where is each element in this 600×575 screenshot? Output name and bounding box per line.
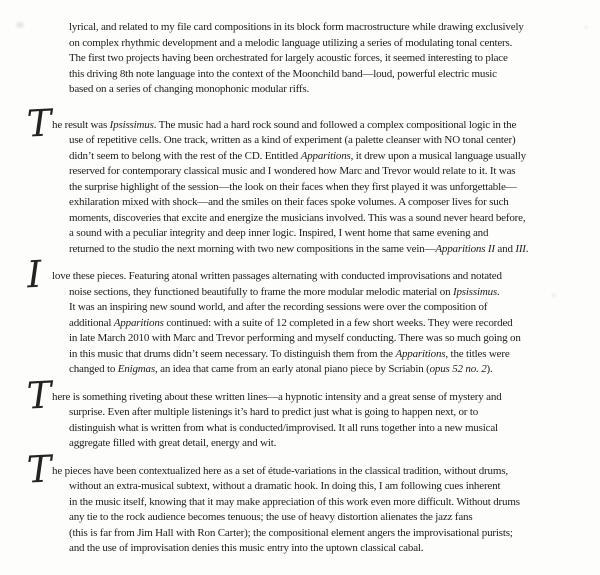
- italic-text-run: Apparitions II: [435, 242, 495, 255]
- text-run: exhilaration mixed with shock—and the smiles on their faces spoke volumes. A composer lives for such: [69, 196, 509, 208]
- text-line: [69, 405, 551, 421]
- text-line: [69, 51, 551, 67]
- text-line: [69, 195, 551, 211]
- text-run: he pieces have been contextualized here as a set of étude-variations in the classical tradition, without drums,: [52, 464, 508, 477]
- text-run: a sound with a peculiar integrity and deep inner logic. Inspired, I went home that same evening and: [69, 227, 489, 239]
- text-run: in the music itself, knowing that it may make appreciation of this work even more difficult. Without drums: [69, 495, 520, 508]
- text-line: [69, 67, 551, 83]
- drop-cap: T: [25, 446, 53, 492]
- text-line: [69, 211, 551, 227]
- drop-cap: T: [25, 100, 53, 146]
- text-run: in late March 2010 with Marc and Trevor performing and myself conducting. There was so much going on: [69, 332, 521, 344]
- text-line: [69, 541, 551, 557]
- drop-cap: T: [25, 372, 53, 418]
- text-run: lyrical, and related to my file card compositions in its block form macrostructure while drawing exclusively: [69, 21, 524, 33]
- text-run: The first two projects having been orchestrated for largely acoustic forces, it seemed interesting to place: [69, 52, 508, 64]
- text-line: [69, 331, 551, 347]
- italic-text-run: Ipsissimus: [109, 118, 154, 131]
- text-run: use of repetitive cells. One track, written as a kind of experiment (a palette cleanser with NO tonal center): [69, 134, 516, 146]
- italic-text-run: Apparitions: [300, 149, 351, 162]
- text-line: [69, 164, 551, 180]
- text-line: [69, 316, 551, 332]
- text-line: [69, 436, 551, 452]
- text-run: changed to: [69, 363, 118, 375]
- text-line: [52, 118, 551, 134]
- paragraph-1: [69, 20, 551, 98]
- text-line: [69, 526, 551, 542]
- text-line: [69, 226, 551, 242]
- scan-speck: [552, 294, 555, 297]
- text-line: [69, 36, 551, 52]
- text-line: [52, 269, 551, 285]
- text-run: based on a series of changing monophonic modular riffs.: [69, 83, 310, 95]
- text-run: (this is far from Jim Hall with Ron Carter); the compositional element angers the improvisational purists;: [69, 526, 513, 539]
- text-line: [69, 421, 551, 437]
- text-line: [69, 285, 551, 301]
- italic-text-run: Apparitions: [395, 347, 446, 360]
- text-run: , it drew upon a musical language usually: [350, 149, 526, 162]
- text-line: [69, 300, 551, 316]
- text-line: [69, 242, 551, 258]
- liner-notes-text: [25, 20, 551, 569]
- text-run: .: [525, 242, 529, 255]
- text-run: didn’t seem to belong with the rest of the CD. Entitled: [69, 149, 301, 162]
- text-run: without an extra-musical subtext, without a dramatic hook. In doing this, I am following cues inherent: [69, 480, 501, 492]
- text-run: , an idea that came from an early atonal piano piece by Scriabin (: [154, 363, 430, 375]
- text-run: distinguish what is written from what is conducted/improvised. It all runs together into a new musical: [69, 421, 498, 434]
- text-run: returned to the studio the next morning with two new compositions in the same vein—: [69, 242, 436, 255]
- text-run: love these pieces. Featuring atonal written passages alternating with conducted improvisations and notated: [52, 270, 502, 282]
- text-line: [69, 347, 551, 363]
- text-run: .: [497, 285, 500, 298]
- text-run: noise sections, they functioned beautifully to frame the more modular melodic material on: [69, 285, 453, 298]
- text-run: surprise. Even after multiple listenings it’s hard to predict just what is going to happen next, or to: [69, 406, 479, 418]
- text-line: [69, 479, 551, 495]
- drop-cap: I: [25, 252, 43, 297]
- paragraph-4: [25, 372, 551, 452]
- text-line: [69, 20, 551, 36]
- paragraph-5: [25, 446, 551, 557]
- text-run: in this music that drums didn’t seem necessary. To distinguish them from the: [69, 347, 396, 360]
- text-line: [69, 180, 551, 196]
- text-line: [52, 464, 551, 480]
- text-line: [69, 133, 551, 149]
- italic-text-run: Enigmas: [117, 363, 155, 375]
- italic-text-run: opus 52 no. 2: [429, 363, 487, 375]
- italic-text-run: Apparitions: [113, 316, 164, 329]
- text-run: , the titles were: [445, 347, 510, 360]
- text-run: It was an inspiring new sound world, and after the recording sessions were over the composition of: [69, 301, 488, 313]
- text-line: [69, 510, 551, 526]
- scan-speck: [584, 26, 588, 29]
- text-run: and the use of improvisation denies this music entry into the uptown classical cabal.: [69, 542, 424, 554]
- text-line: [52, 390, 551, 406]
- italic-text-run: III: [515, 242, 526, 255]
- text-line: [69, 495, 551, 511]
- text-line: [69, 82, 551, 98]
- text-line: [69, 362, 551, 378]
- text-run: additional: [69, 316, 114, 329]
- text-run: continued: with a suite of 12 completed in a few short weeks. They were recorded: [163, 316, 513, 329]
- text-run: aggregate filled with great detail, energy and wit.: [69, 437, 277, 449]
- text-line: [69, 149, 551, 165]
- text-run: this driving 8th note language into the context of the Moonchild band—loud, powerful electric music: [69, 67, 497, 80]
- text-run: . The music had a hard rock sound and followed a complex compositional logic in the: [153, 118, 517, 131]
- text-run: on complex rhythmic development and a melodic language utilizing a series of modulating tonal centers.: [69, 36, 513, 49]
- paragraph-3: [25, 252, 551, 378]
- text-run: and: [494, 242, 516, 255]
- italic-text-run: Ipsissimus: [452, 285, 498, 298]
- text-run: ).: [486, 363, 493, 375]
- text-run: the surprise highlight of the session—the look on their faces when they first played it was unforgettable—: [69, 180, 517, 193]
- text-run: here is something riveting about these written lines—a hypnotic intensity and a great sense of mystery and: [52, 390, 502, 403]
- text-run: moments, discoveries that excite and energize the musicians involved. This was a sound never heard before,: [69, 211, 526, 224]
- text-run: he result was: [52, 118, 110, 131]
- text-run: any tie to the rock audience becomes tenuous; the use of heavy distortion alienates the jazz fans: [69, 511, 473, 523]
- text-run: reserved for contemporary classical music and I wondered how Marc and Trevor would relate to it. It was: [69, 165, 516, 177]
- scan-smudge: [16, 22, 24, 28]
- paragraph-2: [25, 100, 551, 258]
